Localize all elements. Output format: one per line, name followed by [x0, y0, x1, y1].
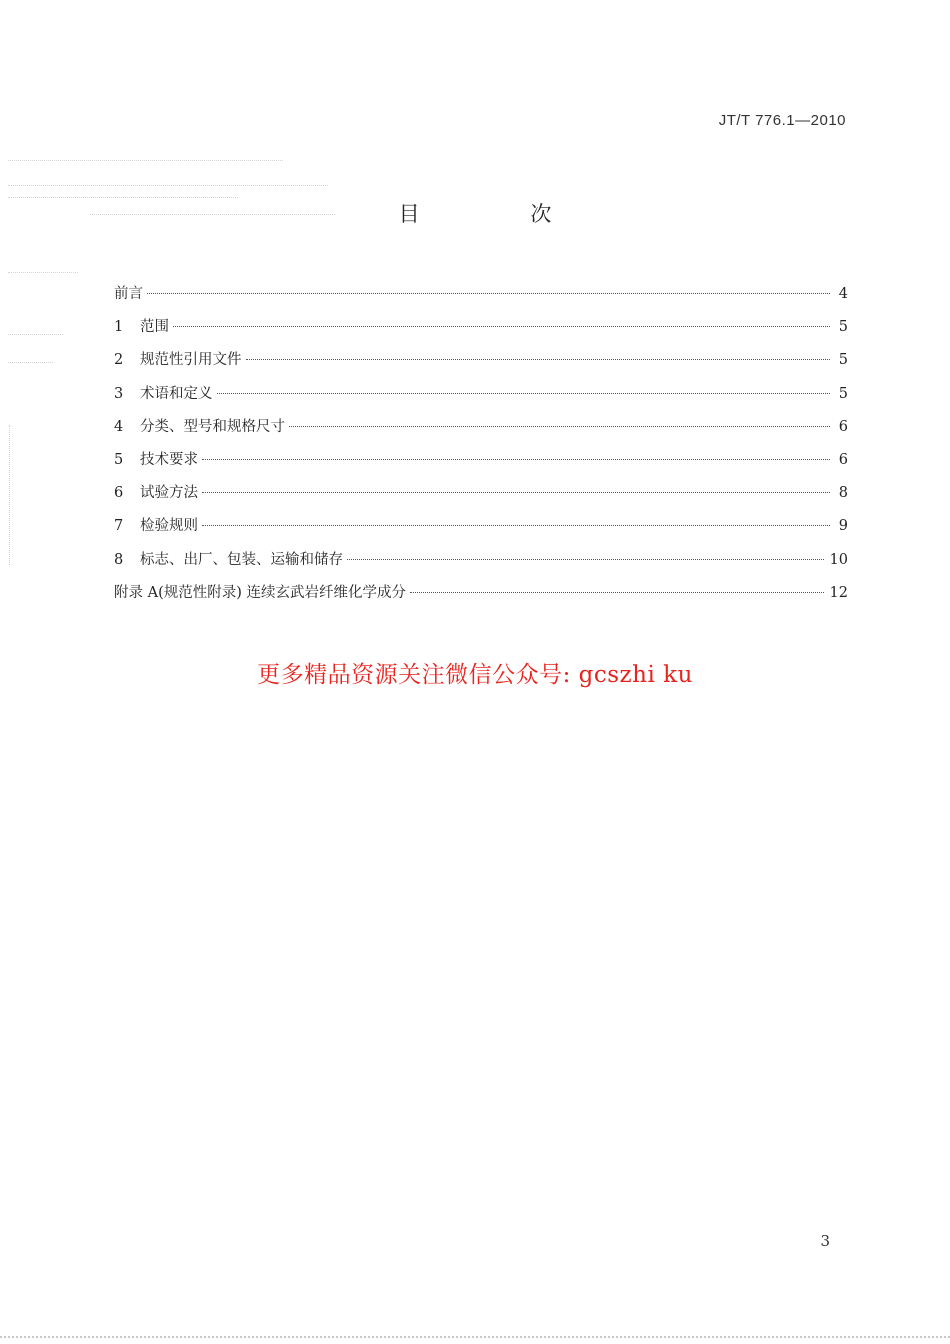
toc-entry[interactable] [114, 283, 848, 316]
toc-dot-leader [173, 326, 830, 327]
toc-dot-leader [217, 393, 831, 394]
toc-entry-page: 8 [838, 485, 848, 502]
toc-entry[interactable] [114, 549, 848, 582]
toc-dot-leader [246, 359, 831, 360]
scan-artifact [8, 272, 78, 273]
toc-entry-label: 试验方法 [140, 485, 198, 502]
toc-entry-page: 4 [838, 286, 848, 302]
toc-entry[interactable] [114, 582, 848, 615]
toc-entry-page: 6 [838, 418, 848, 435]
toc-entry-page: 10 [829, 551, 848, 568]
toc-entry-label: 附录 A(规范性附录) 连续玄武岩纤维化学成分 [114, 584, 407, 601]
page-number: 3 [820, 1232, 830, 1250]
toc-entry-page: 9 [838, 518, 848, 535]
toc-entry[interactable] [114, 383, 848, 416]
scan-artifact [8, 362, 53, 363]
toc-entry[interactable] [114, 482, 848, 515]
toc-dot-leader [202, 459, 830, 460]
toc-dot-leader [347, 559, 824, 560]
toc-entry[interactable] [114, 416, 848, 449]
scan-artifact [8, 334, 63, 335]
toc-entry-label: 技术要求 [140, 451, 198, 468]
toc-dot-leader [410, 592, 824, 593]
toc-entry-page: 6 [838, 451, 848, 468]
toc-entry[interactable] [114, 349, 848, 382]
toc-entry-label: 术语和定义 [140, 385, 213, 402]
scan-artifact [8, 185, 328, 186]
table-of-contents [114, 283, 848, 615]
toc-entry-number: 8 [114, 551, 124, 568]
scan-artifact [9, 425, 10, 565]
toc-dot-leader [289, 426, 830, 427]
scan-artifact [8, 160, 283, 161]
toc-entry-page: 5 [838, 319, 848, 336]
toc-entry-label: 检验规则 [140, 518, 198, 535]
toc-entry-label: 规范性引用文件 [140, 352, 242, 369]
toc-entry-page: 12 [829, 584, 848, 601]
toc-entry[interactable] [114, 316, 848, 349]
toc-entry-number: 7 [114, 518, 124, 535]
toc-entry-label: 范围 [140, 319, 169, 336]
toc-entry-label: 前言 [114, 286, 143, 302]
scan-bottom-edge [0, 1336, 950, 1338]
toc-entry-number: 6 [114, 485, 124, 502]
toc-entry-page: 5 [838, 352, 848, 369]
toc-entry-number: 3 [114, 385, 124, 402]
toc-entry-number: 5 [114, 451, 124, 468]
toc-entry[interactable] [114, 449, 848, 482]
toc-entry-label: 标志、出厂、包装、运输和储存 [140, 551, 343, 568]
promo-text: 更多精品资源关注微信公众号: gcszhi ku [257, 662, 693, 688]
standard-code: JT/T 776.1—2010 [718, 112, 846, 129]
toc-dot-leader [202, 525, 830, 526]
toc-entry-number: 1 [114, 319, 124, 336]
toc-entry-label: 分类、型号和规格尺寸 [140, 418, 285, 435]
toc-entry-number: 4 [114, 418, 124, 435]
toc-entry-number: 2 [114, 352, 124, 369]
toc-entry[interactable] [114, 515, 848, 548]
toc-entry-page: 5 [838, 385, 848, 402]
toc-dot-leader [202, 492, 830, 493]
toc-title: 目 次 [398, 202, 604, 226]
toc-dot-leader [147, 293, 830, 294]
